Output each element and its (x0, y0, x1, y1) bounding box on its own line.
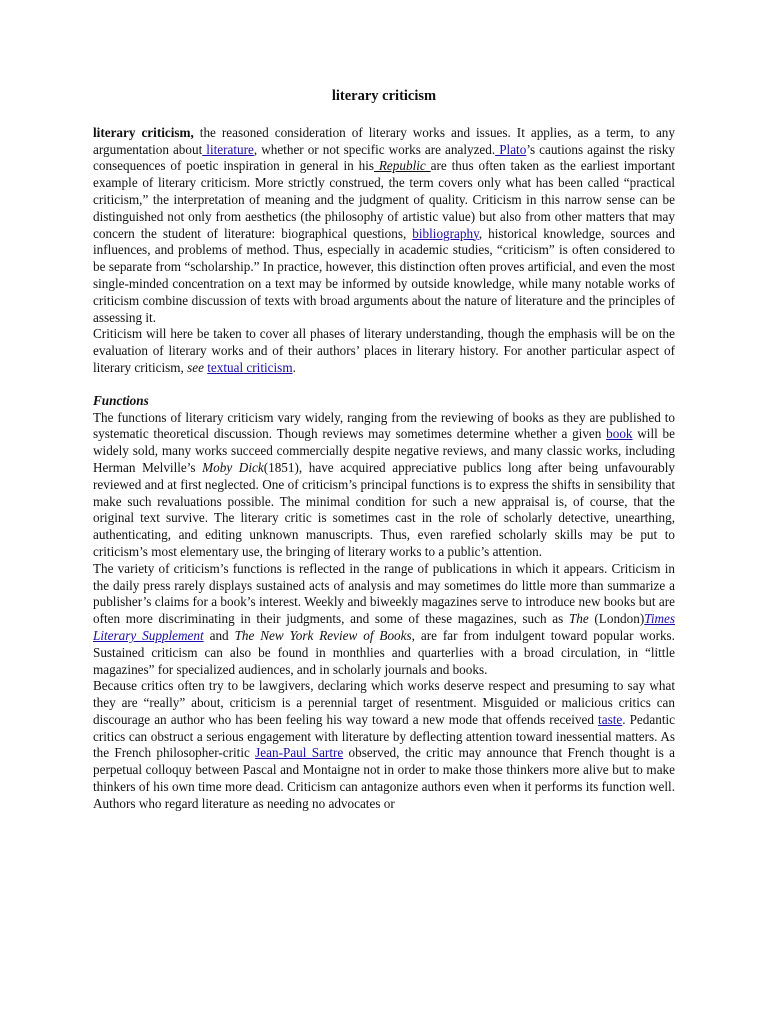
link-textual-criticism[interactable]: textual criticism (207, 359, 293, 375)
link-jean-paul-sartre[interactable]: Jean-Paul Sartre (255, 745, 344, 761)
text-run: , whether or not specific works are analyzed. (253, 141, 496, 157)
text-run: (1851), have acquired appreciative publics long after being unfavourably reviewed and at first neglected. One of criticism’s principal functions is to express the shifts in sensibility that make such revaluations possible. The minimal condition for such a new appraisal is, of course, that the original text survive. The literary critic is sometimes cast in the role of scholarly detective, unearthing, authenticating, and editing unknown manuscripts. Thus, even rarefied scholarly skills may be put to criticism’s most elementary use, the bringing of literary works to a public’s attention. (93, 459, 676, 559)
work-title-tls: Times Literary Supplement (93, 611, 676, 643)
link-bibliography[interactable]: bibliography (412, 225, 479, 241)
spacer (93, 377, 675, 393)
text-run: The variety of criticism’s functions is reflected in the range of publications in which it appears. Criticism in the daily press rarely displays sustained acts of analysis and may sometimes do little more than summarize a publisher’s claims for a book’s interest. Weekly and biweekly magazines serve to introduce new books but are often more discriminating in their judgments, and some of these magazines, such as (93, 560, 675, 627)
functions-paragraph-3 (93, 678, 675, 812)
text-run: and (203, 627, 235, 643)
functions-paragraph-1 (93, 410, 675, 561)
text-run: , historical knowledge, sources and influences, and problems of method. Thus, especially in academic studies, “criticism” is often considered to be separate from “scholarship.” In practice, however, this distinction often proves artificial, and even the most single-minded concentration on a text may be informed by outside knowledge, while many notable works of criticism combine discussion of texts with broad arguments about the nature of literature and the principles of assessing it. (93, 225, 675, 325)
work-title-nyrb: The New York Review of Books (234, 627, 412, 643)
text-run: are thus often taken as the earliest important example of literary criticism. More strictly construed, the term covers only what has been called “practical criticism,” the interpretation of meaning and the judgment of quality. Criticism in this narrow sense can be distinguished not only from aesthetics (the philosophy of artistic value) but also from other matters that may concern the student of literature: biographical questions, (93, 158, 675, 241)
functions-paragraph-2 (93, 561, 675, 679)
text-run: the reasoned consideration of literary works and issues. It applies, as a term, to any argumentation about (93, 124, 675, 157)
document-page (93, 88, 675, 813)
intro-paragraph (93, 125, 675, 327)
section-heading-functions: Functions (93, 392, 149, 408)
text-run: ’s cautions against the risky consequences of poetic inspiration in general in his (93, 141, 675, 174)
text-run: (London) (588, 611, 645, 627)
link-plato[interactable]: Plato (495, 141, 527, 157)
link-literature[interactable]: literature (202, 141, 254, 157)
text-run: , are far from indulgent toward popular works. Sustained criticism can also be found in monthlies and quarterlies with a broad circulation, in “little magazines” for specialized audiences, and in scholarly journals and books. (93, 627, 675, 677)
lead-term: literary criticism, (93, 124, 194, 140)
link-taste[interactable]: taste (598, 711, 623, 727)
page-title: literary criticism (331, 88, 437, 104)
work-title-the: The (568, 611, 589, 627)
see-reference: see (187, 359, 204, 375)
text-run: . Pedantic critics can obstruct a serious engagement with literature by deflecting attention toward inessential matters. As the French philosopher-critic (93, 711, 675, 761)
text-run: The functions of literary criticism vary widely, ranging from the reviewing of books as they are published to systematic theoretical discussion. Though reviews may sometimes determine whether a given (93, 409, 675, 442)
text-run: . (292, 359, 296, 375)
link-book[interactable]: book (606, 426, 633, 442)
work-title-republic: Republic (374, 158, 431, 174)
scope-paragraph (93, 326, 675, 376)
text-run: will be widely sold, many works succeed commercially despite negative reviews, and many classic works, including Herman Melville’s (93, 426, 675, 475)
text-run: Because critics often try to be lawgivers, declaring which works deserve respect and presuming to say what they are “really” about, criticism is a perennial target of resentment. Misguided or malicious critics can discourage an author who has been feeling his way toward a new mode that offends received (93, 678, 675, 727)
work-title-moby-dick: Moby Dick (202, 459, 264, 475)
text-run: observed, the critic may announce that French thought is a perpetual colloquy between Pascal and Montaigne not in order to make those thinkers more alive but to make thinkers of his own time more dead. Criticism can antagonize authors even when it performs its function well. Authors who regard literature as needing no advocates or (93, 745, 676, 811)
text-run: Criticism will here be taken to cover all phases of literary understanding, though the emphasis will be on the evaluation of literary works and of their authors’ places in literary history. For another particular aspect of literary criticism, (93, 326, 675, 375)
